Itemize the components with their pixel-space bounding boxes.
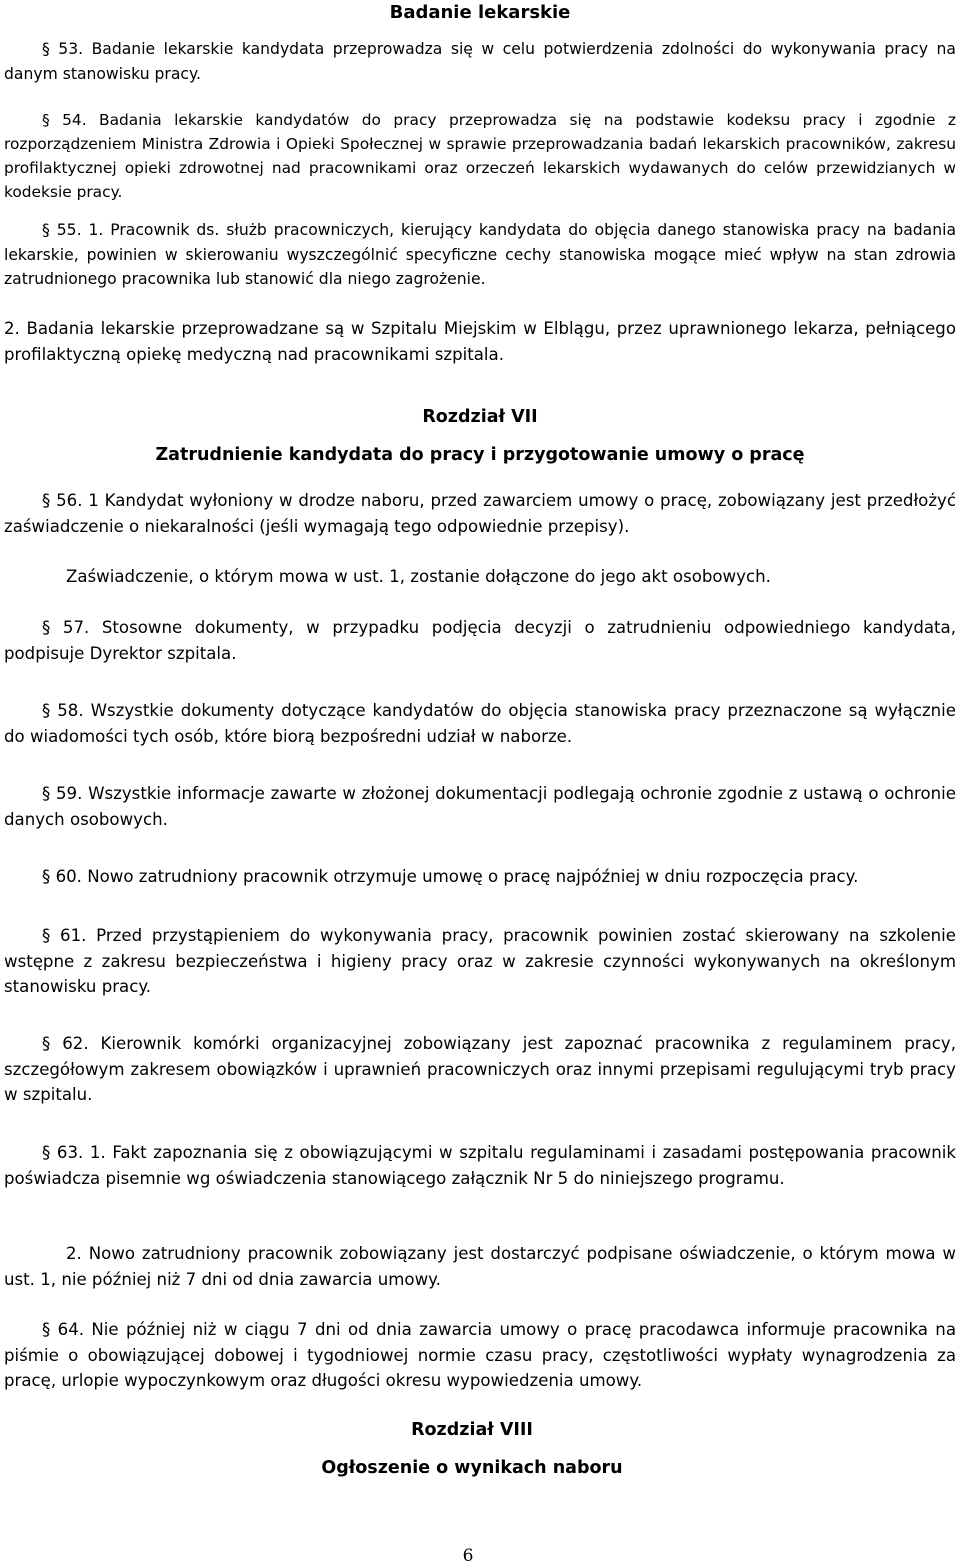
paragraph-56-block — [4, 488, 956, 539]
paragraph-55-2-block — [4, 316, 956, 367]
paragraph-58-block — [4, 698, 956, 749]
paragraph-60-block — [4, 864, 956, 890]
paragraph-56-1: § 56. 1 Kandydat wyłoniony w drodze naboru, przed zawarciem umowy o pracę, zobowiązany jest przedłożyć zaświadczenie o niekaralności (jeśli wymagają tego odpowiednie przepisy). — [4, 491, 956, 536]
paragraph-63-block — [4, 1140, 956, 1191]
paragraph-56-2-block — [4, 564, 956, 590]
chapter-7-header — [4, 405, 956, 467]
paragraph-55-block — [4, 218, 956, 292]
paragraph-55-2: 2. Badania lekarskie przeprowadzane są w Szpitalu Miejskim w Elblągu, przez uprawnionego lekarza, pełniącego profilaktyczną opiekę medyczną nad pracownikami szpitala. — [4, 319, 956, 364]
paragraph-54: § 54. Badania lekarskie kandydatów do pracy przeprowadza się na podstawie kodeksu pracy i zgodnie z rozporządzeniem Ministra Zdrowia i Opieki Społecznej w sprawie przeprowadzania badań lekarskich pracowników, zakresu profilaktycznej opieki zdrowotnej nad pracownikami oraz orzeczeń lekarskich wydawanych do celów przewidzianych w kodeksie pracy. — [4, 111, 956, 201]
paragraph-55-1: § 55. 1. Pracownik ds. służb pracowniczych, kierujący kandydata do objęcia danego stanowiska pracy na badania lekarskie, powinien w skierowaniu wyszczególnić specyficzne cechy stanowiska mogące mieć wpływ na stan zdrowia zatrudnionego pracownika lub stanowić dla niego zagrożenie. — [4, 221, 956, 288]
paragraph-57: § 57. Stosowne dokumenty, w przypadku podjęcia decyzji o zatrudnieniu odpowiedniego kandydata, podpisuje Dyrektor szpitala. — [4, 618, 956, 663]
paragraph-61: § 61. Przed przystąpieniem do wykonywania pracy, pracownik powinien zostać skierowany na szkolenie wstępne z zakresu bezpieczeństwa i higieny pracy oraz w zakresie czynności wykonywanych na określonym stanowisku pracy. — [4, 926, 956, 996]
paragraph-63-1: § 63. 1. Fakt zapoznania się z obowiązującymi w szpitalu regulaminami i zasadami postępowania pracownik poświadcza pisemnie wg oświadczenia stanowiącego załącznik Nr 5 do niniejszego programu. — [4, 1143, 956, 1188]
paragraph-59: § 59. Wszystkie informacje zawarte w złożonej dokumentacji podlegają ochronie zgodnie z ustawą o ochronie danych osobowych. — [4, 784, 956, 829]
paragraph-57-block — [4, 615, 956, 666]
paragraph-64-block — [4, 1317, 956, 1394]
chapter-heading: Rozdział VII — [422, 407, 538, 427]
paragraph-60: § 60. Nowo zatrudniony pracownik otrzymuje umowę o pracę najpóźniej w dniu rozpoczęcia pracy. — [42, 867, 859, 886]
paragraph-63-2: 2. Nowo zatrudniony pracownik zobowiązany jest dostarczyć podpisane oświadczenie, o którym mowa w ust. 1, nie później niż 7 dni od dnia zawarcia umowy. — [4, 1244, 956, 1289]
paragraph-64: § 64. Nie później niż w ciągu 7 dni od dnia zawarcia umowy o pracę pracodawca informuje pracownika na piśmie o obowiązującej dobowej i tygodniowej normie czasu pracy, częstotliwości wypłaty wynagrodzenia za pracę, urlopie wypoczynkowym oraz długości okresu wypowiedzenia umowy. — [4, 1320, 956, 1390]
page-number: 6 — [462, 1546, 474, 1566]
paragraph-53: § 53. Badanie lekarskie kandydata przeprowadza się w celu potwierdzenia zdolności do wykonywania pracy na danym stanowisku pracy. — [4, 40, 956, 83]
chapter-title: Zatrudnienie kandydata do pracy i przygotowanie umowy o pracę — [155, 445, 805, 465]
chapter-title: Ogłoszenie o wynikach naboru — [321, 1458, 623, 1478]
paragraph-56-2: Zaświadczenie, o którym mowa w ust. 1, zostanie dołączone do jego akt osobowych. — [66, 567, 771, 586]
paragraph-61-block — [4, 923, 956, 1000]
paragraph-59-block — [4, 781, 956, 832]
paragraph-63-2-block — [4, 1241, 956, 1292]
paragraph-62-block — [4, 1031, 956, 1108]
paragraph-62: § 62. Kierownik komórki organizacyjnej zobowiązany jest zapoznać pracownika z regulaminem pracy, szczegółowym zakresem obowiązków i uprawnień pracowniczych oraz innymi przepisami regulującymi tryb pracy w szpitalu. — [4, 1034, 956, 1104]
chapter-heading: Rozdział VIII — [411, 1420, 533, 1440]
paragraph-58: § 58. Wszystkie dokumenty dotyczące kandydatów do objęcia stanowiska pracy przeznaczone są wyłącznie do wiadomości tych osób, które biorą bezpośredni udział w naborze. — [4, 701, 956, 746]
section-title: Badanie lekarskie — [389, 2, 571, 23]
chapter-8-header — [4, 1418, 940, 1480]
paragraph-54-block — [4, 108, 956, 204]
section-medical-exam — [4, 1, 956, 86]
